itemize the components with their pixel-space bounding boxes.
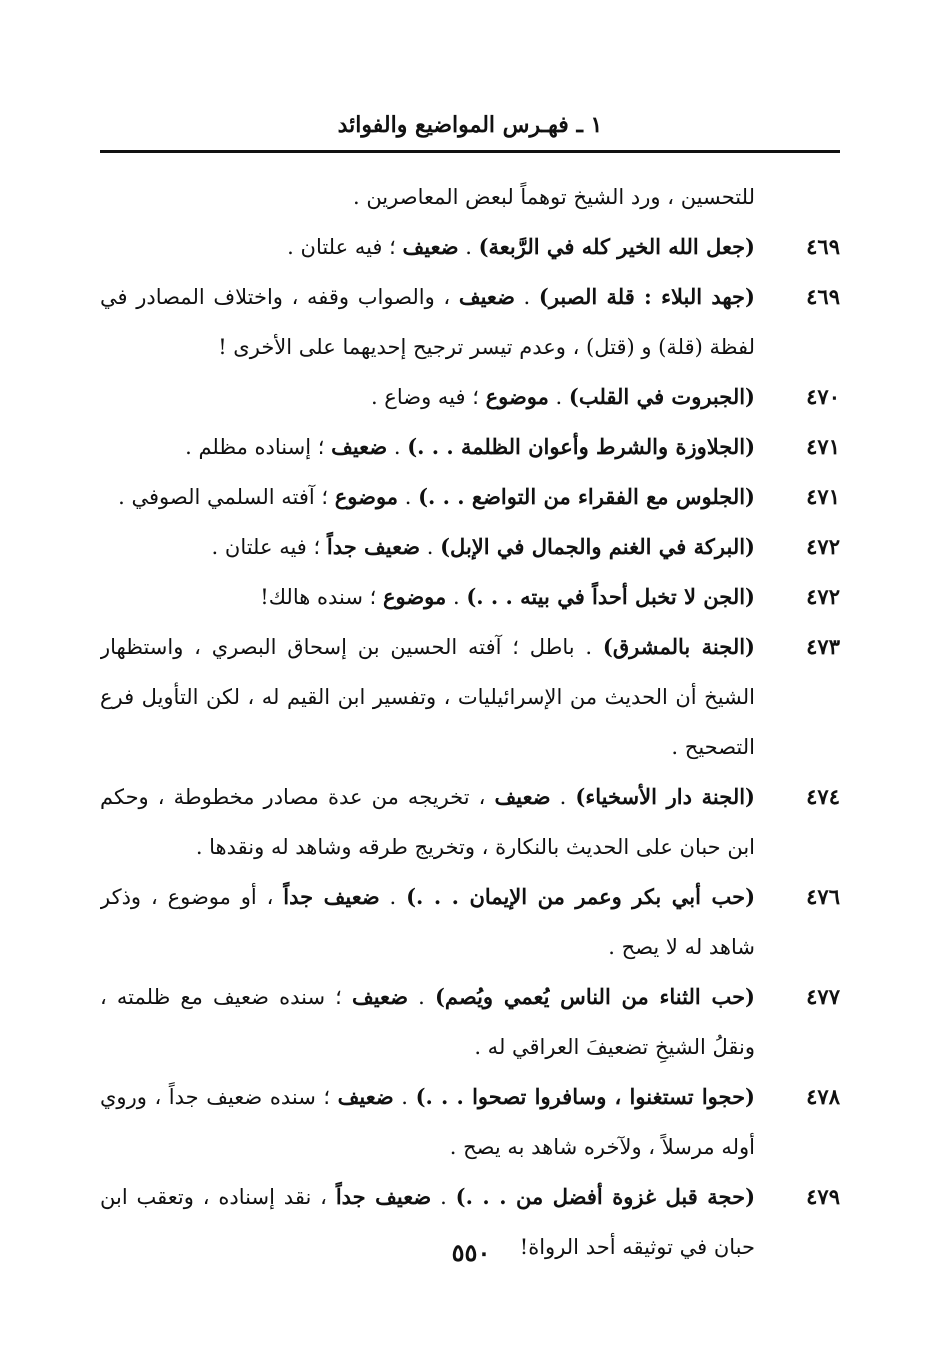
entry-note: ؛ سنده ضعيف مع ظلمته ، ونقلُ الشيخِ تضعيفَ العراقي له . bbox=[100, 985, 755, 1059]
hadith-title: (الجبروت في القلب) bbox=[568, 384, 755, 409]
entry-text: (جهد البلاء : قلة الصبر) . ضعيف ، والصواب وقفه ، واختلاف المصادر في لفظة (قلة) و (قتل) ، وعدم تيسر ترجيح إحديهما على الأخرى ! bbox=[100, 284, 755, 359]
hadith-title: (الجن لا تخبل أحداً في بيته . . .) bbox=[466, 584, 755, 609]
hadith-title: (الجلاوزة والشرط وأعوان الظلمة . . .) bbox=[407, 434, 755, 459]
hadith-title: (حب الثناء من الناس يُعمي ويُصم) bbox=[434, 984, 755, 1009]
entry-page-number: ٤٧١ bbox=[806, 434, 840, 459]
index-entry bbox=[100, 272, 840, 372]
entry-note: . باطل ؛ آفته الحسين بن إسحاق البصري ، واستظهار الشيخ أن الحديث من الإسرائيليات ، وتفسير ابن القيم له ، لكن التأويل فرع التصحيح . bbox=[100, 635, 755, 759]
index-entry bbox=[100, 572, 840, 622]
hadith-ruling: ضعيف جداً bbox=[326, 534, 421, 559]
entry-page-number: ٤٧٧ bbox=[806, 984, 840, 1009]
entry-text: (جعل الله الخير كله في الرَّبعة) . ضعيف ؛ فيه علتان . bbox=[287, 234, 755, 259]
entry-note: ؛ فيه وضاع . bbox=[370, 385, 479, 409]
hadith-ruling: ضعيف bbox=[458, 284, 515, 309]
entry-text: (الجبروت في القلب) . موضوع ؛ فيه وضاع . bbox=[370, 384, 755, 409]
hadith-title: (جعل الله الخير كله في الرَّبعة) bbox=[478, 234, 755, 259]
hadith-title: (حب أبي بكر وعمر من الإيمان . . .) bbox=[406, 884, 755, 909]
hadith-title: (الجنة دار الأسخياء) bbox=[575, 784, 755, 809]
hadith-ruling: ضعيف bbox=[402, 234, 459, 259]
entry-page-number: ٤٧٣ bbox=[806, 634, 840, 659]
header-rule bbox=[100, 150, 840, 153]
entry-page-number: ٤٧٠ bbox=[806, 384, 840, 409]
entry-note: ، والصواب وقفه ، واختلاف المصادر في لفظة (قلة) و (قتل) ، وعدم تيسر ترجيح إحديهما على الأخرى ! bbox=[100, 285, 755, 359]
index-entry bbox=[100, 522, 840, 572]
hadith-title: (جهد البلاء : قلة الصبر) bbox=[538, 284, 755, 309]
entry-note: ؛ فيه علتان . bbox=[287, 235, 396, 259]
hadith-title: (حجة قبل غزوة أفضل من . . .) bbox=[455, 1184, 755, 1209]
index-entry bbox=[100, 972, 840, 1072]
hadith-ruling: موضوع bbox=[485, 384, 549, 409]
entry-page-number: ٤٧١ bbox=[806, 484, 840, 509]
index-entry bbox=[100, 872, 840, 972]
running-title: ١ ـ فهـرس المواضيع والفوائد bbox=[337, 112, 603, 138]
entry-page-number: ٤٧٢ bbox=[806, 584, 840, 609]
index-entry bbox=[100, 372, 840, 422]
entry-page-number: ٤٧٨ bbox=[806, 1084, 840, 1109]
entry-note: ؛ إسناده مظلم . bbox=[185, 435, 325, 459]
entry-note: ؛ آفته السلمي الصوفي . bbox=[118, 485, 329, 509]
index-entry bbox=[100, 222, 840, 272]
index-entry bbox=[100, 472, 840, 522]
entry-text bbox=[100, 622, 755, 772]
entry-text: (الجلاوزة والشرط وأعوان الظلمة . . .) . ضعيف ؛ إسناده مظلم . bbox=[185, 434, 755, 459]
index-entry bbox=[100, 772, 840, 872]
entry-text: (حب أبي بكر وعمر من الإيمان . . .) . ضعيف جداً ، أو موضوع ، وذكر شاهد له لا يصح . bbox=[100, 884, 755, 959]
hadith-ruling: ضعيف جداً bbox=[283, 884, 380, 909]
entry-text: (الجلوس مع الفقراء من التواضع . . .) . موضوع ؛ آفته السلمي الصوفي . bbox=[118, 484, 755, 509]
entry-text: (الجنة دار الأسخياء) . ضعيف ، تخريجه من عدة مصادر مخطوطة ، وحكم ابن حبان على الحديث بالنكارة ، وتخريج طرقه وشاهد له ونقدها . bbox=[100, 784, 755, 859]
hadith-title: (حجوا تستغنوا ، وسافروا تصحوا . . .) bbox=[415, 1084, 755, 1109]
entry-note: ؛ سنده ضعيف جداً ، وروي أوله مرسلاً ، ولآخره شاهد به يصح . bbox=[100, 1085, 755, 1159]
entry-text: (البركة في الغنم والجمال في الإبل) . ضعيف جداً ؛ فيه علتان . bbox=[211, 534, 755, 559]
page-number: ٥٥٠ bbox=[451, 1238, 491, 1267]
hadith-title: (البركة في الغنم والجمال في الإبل) bbox=[440, 534, 755, 559]
index-entry bbox=[100, 1072, 840, 1172]
hadith-ruling: ضعيف bbox=[494, 784, 551, 809]
entry-text: (حجة قبل غزوة أفضل من . . .) . ضعيف جداً ، نقد إسناده ، وتعقب ابن حبان في توثيقه أحد الرواة! bbox=[100, 1184, 755, 1259]
hadith-ruling: ضعيف bbox=[351, 984, 409, 1009]
entry-note: ، تخريجه من عدة مصادر مخطوطة ، وحكم ابن حبان على الحديث بالنكارة ، وتخريج طرقه وشاهد له ونقدها . bbox=[100, 785, 755, 859]
entry-note: ، أو موضوع ، وذكر شاهد له لا يصح . bbox=[100, 885, 755, 959]
entry-note: ؛ فيه علتان . bbox=[211, 535, 321, 559]
hadith-title: (الجنة بالمشرق) bbox=[602, 634, 755, 659]
entry-note: ، نقد إسناده ، وتعقب ابن حبان في توثيقه أحد الرواة! bbox=[100, 1185, 755, 1259]
entry-note: ؛ سنده هالك! bbox=[260, 585, 377, 609]
entry-text: (حب الثناء من الناس يُعمي ويُصم) . ضعيف ؛ سنده ضعيف مع ظلمته ، ونقلُ الشيخِ تضعيفَ العراقي له . bbox=[100, 984, 755, 1059]
entry-text: (الجن لا تخبل أحداً في بيته . . .) . موضوع ؛ سنده هالك! bbox=[260, 584, 755, 609]
entry-page-number: ٤٦٩ bbox=[806, 234, 840, 259]
entry-text: (حجوا تستغنوا ، وسافروا تصحوا . . .) . ضعيف ؛ سنده ضعيف جداً ، وروي أوله مرسلاً ، ولآخره شاهد به يصح . bbox=[100, 1084, 755, 1159]
continued-entry-text: للتحسين ، ورد الشيخ توهماً لبعض المعاصرين . bbox=[352, 185, 755, 209]
index-entry bbox=[100, 622, 840, 772]
entry-page-number: ٤٧٢ bbox=[806, 534, 840, 559]
hadith-ruling: ضعيف bbox=[331, 434, 388, 459]
index-entry bbox=[100, 422, 840, 472]
hadith-ruling: ضعيف bbox=[337, 1084, 394, 1109]
entry-page-number: ٤٧٤ bbox=[806, 784, 840, 809]
hadith-ruling: موضوع bbox=[334, 484, 399, 509]
entry-page-number: ٤٦٩ bbox=[806, 284, 840, 309]
hadith-title: (الجلوس مع الفقراء من التواضع . . .) bbox=[418, 484, 755, 509]
entry-page-number: ٤٧٩ bbox=[806, 1184, 840, 1209]
index-entries bbox=[100, 222, 840, 1272]
entry-page-number: ٤٧٦ bbox=[806, 884, 840, 909]
hadith-ruling: ضعيف جداً bbox=[335, 1184, 432, 1209]
hadith-ruling: موضوع bbox=[382, 584, 447, 609]
